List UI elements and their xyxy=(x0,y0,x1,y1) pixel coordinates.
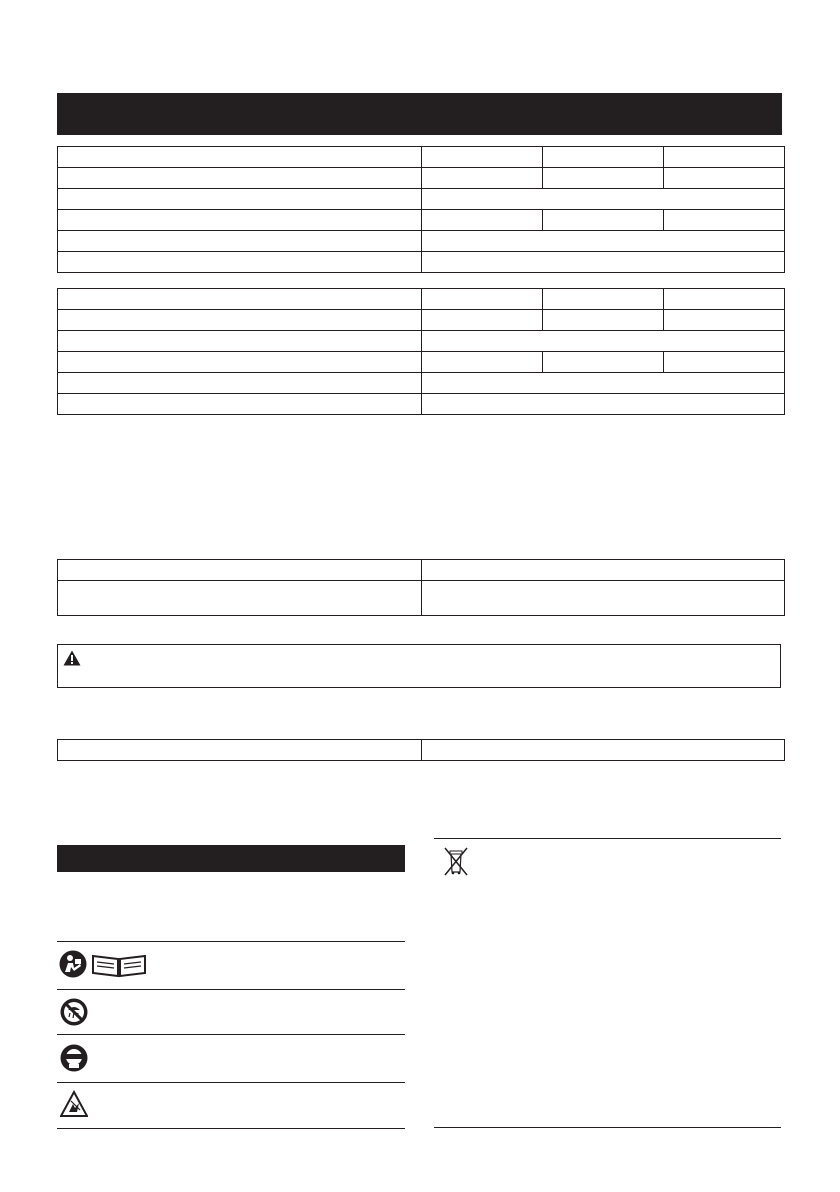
cell xyxy=(543,352,664,373)
cell xyxy=(543,310,664,331)
cell xyxy=(422,231,785,252)
cell xyxy=(422,189,785,210)
row-label xyxy=(58,331,422,352)
table-row xyxy=(58,147,785,168)
row-label xyxy=(58,231,422,252)
row-label xyxy=(58,373,422,394)
table-row xyxy=(58,189,785,210)
right-column-bottom-rule xyxy=(434,1127,781,1128)
row-label xyxy=(58,352,422,373)
symbol-row-divider xyxy=(57,941,405,942)
row-label xyxy=(58,310,422,331)
cell xyxy=(422,168,543,189)
table-row xyxy=(58,210,785,231)
table-row xyxy=(58,310,785,331)
cell xyxy=(422,147,543,168)
cell xyxy=(422,740,785,761)
cell xyxy=(422,581,785,616)
table-row xyxy=(58,289,785,310)
cell xyxy=(664,289,785,310)
no-rain-icon xyxy=(60,998,88,1026)
table-row xyxy=(58,740,785,761)
row-label xyxy=(58,147,422,168)
row-label xyxy=(58,394,422,415)
row-label xyxy=(58,560,422,581)
cell xyxy=(422,394,785,415)
open-book-icon xyxy=(90,952,148,978)
row-label xyxy=(58,289,422,310)
cell xyxy=(422,560,785,581)
spec-table-2 xyxy=(57,288,785,415)
cell xyxy=(664,352,785,373)
cell xyxy=(422,373,785,394)
cell xyxy=(422,310,543,331)
table-row xyxy=(58,373,785,394)
row-label xyxy=(58,189,422,210)
cell xyxy=(664,210,785,231)
cell xyxy=(543,168,664,189)
crossed-out-bin-icon xyxy=(442,845,470,877)
eye-protection-icon xyxy=(60,1044,88,1072)
spec-table-1 xyxy=(57,146,785,273)
cell xyxy=(664,147,785,168)
read-manual-icon xyxy=(59,950,87,978)
table-row xyxy=(58,231,785,252)
cell xyxy=(422,289,543,310)
symbol-row-divider xyxy=(57,1034,405,1035)
warning-box xyxy=(57,644,781,688)
table-row xyxy=(58,168,785,189)
cell xyxy=(422,210,543,231)
table-row xyxy=(58,331,785,352)
cell xyxy=(543,289,664,310)
cell xyxy=(543,210,664,231)
warning-triangle-icon xyxy=(63,650,81,666)
cell xyxy=(422,331,785,352)
table-row xyxy=(58,581,785,616)
symbol-row-divider xyxy=(57,1128,405,1129)
symbol-row-divider xyxy=(57,1082,405,1083)
row-label xyxy=(58,210,422,231)
cell xyxy=(543,147,664,168)
row-label xyxy=(58,740,422,761)
spec-table-3 xyxy=(57,559,785,616)
row-label xyxy=(58,168,422,189)
table-row xyxy=(58,560,785,581)
row-label xyxy=(58,581,422,616)
symbols-section-bar xyxy=(57,845,405,872)
table-row xyxy=(58,252,785,273)
symbol-row-divider xyxy=(57,989,405,990)
table-row xyxy=(58,394,785,415)
header-bar xyxy=(57,93,782,135)
cell xyxy=(664,310,785,331)
cell xyxy=(422,352,543,373)
row-label xyxy=(58,252,422,273)
cutting-hazard-icon xyxy=(60,1090,88,1118)
cell xyxy=(664,168,785,189)
cell xyxy=(422,252,785,273)
right-column-top-rule xyxy=(434,838,781,839)
table-row xyxy=(58,352,785,373)
spec-table-4 xyxy=(57,739,785,761)
